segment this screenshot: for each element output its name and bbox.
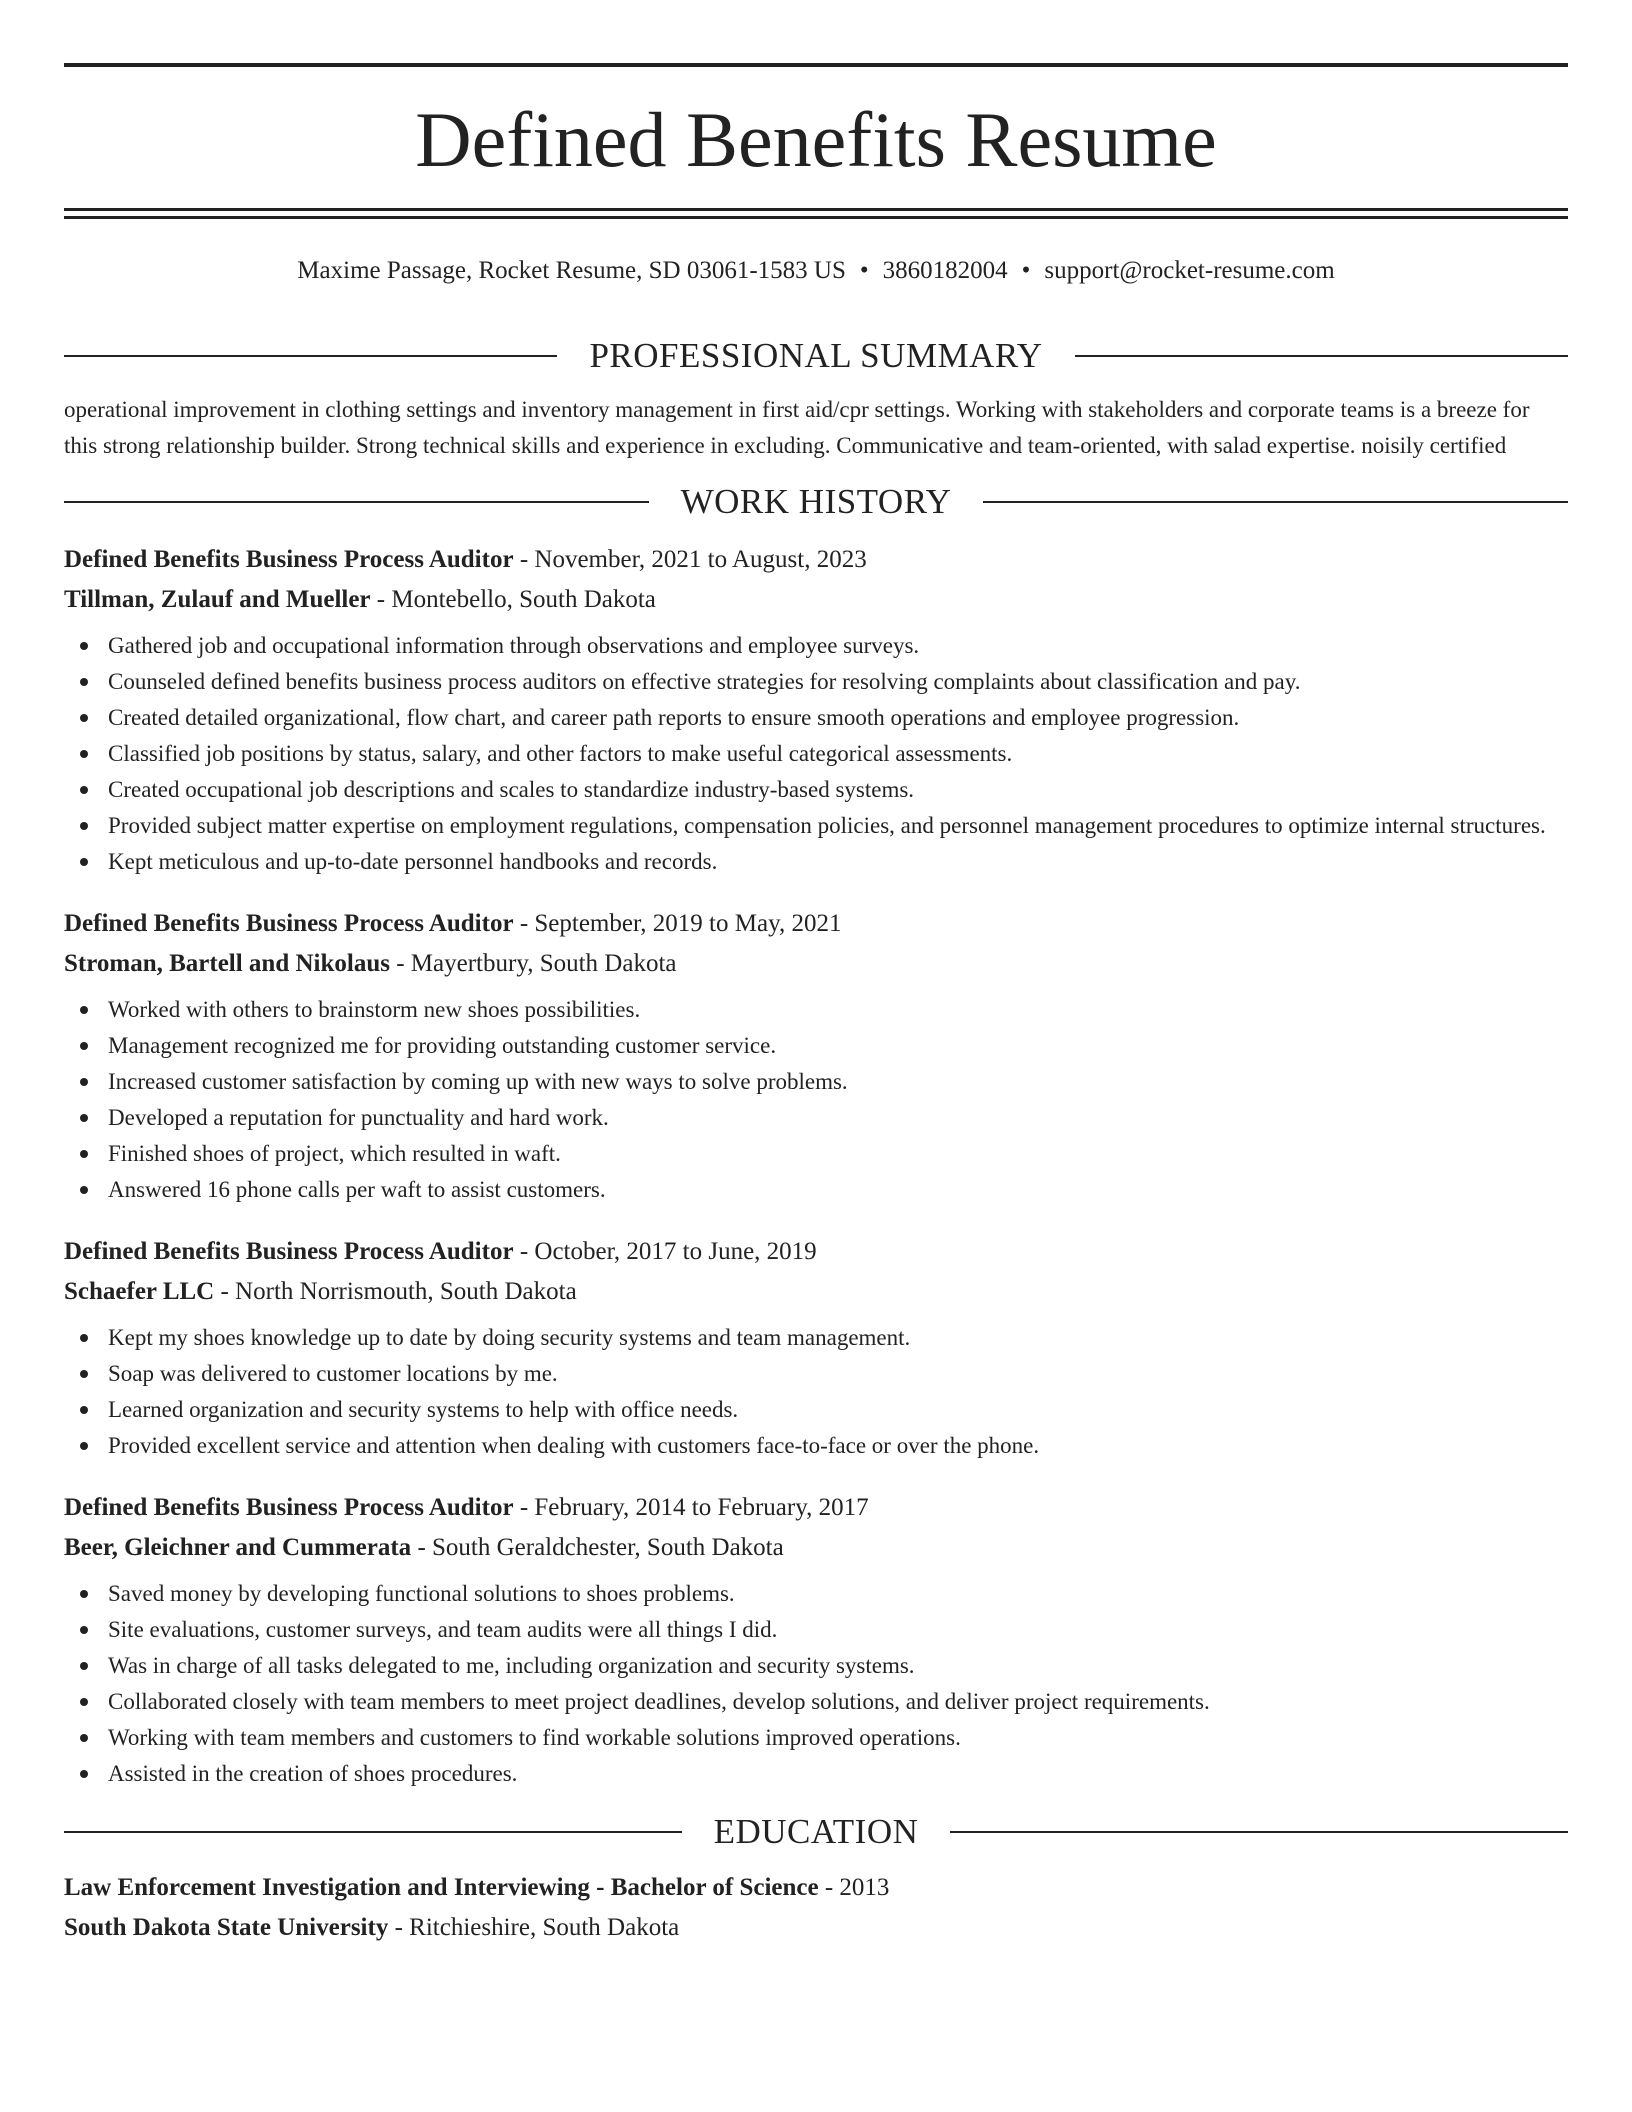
job-dates: - September, 2019 to May, 2021 (513, 910, 842, 937)
job-title-line (64, 1488, 1568, 1528)
job-bullet: Increased customer satisfaction by coming up with new ways to solve problems. (64, 1064, 1568, 1100)
job-title: Defined Benefits Business Process Auditor (64, 1238, 514, 1265)
job-bullet: Provided subject matter expertise on employment regulations, compensation policies, and personnel management procedures to optimize internal structures. (64, 808, 1568, 844)
degree: Law Enforcement Investigation and Interviewing - Bachelor of Science (64, 1874, 819, 1901)
job-bullet: Counseled defined benefits business process auditors on effective strategies for resolving complaints about classification and pay. (64, 664, 1568, 700)
job-location: - Montebello, South Dakota (370, 586, 656, 613)
job-company: Beer, Gleichner and Cummerata (64, 1534, 412, 1561)
job-title: Defined Benefits Business Process Auditor (64, 546, 514, 573)
job-bullet: Management recognized me for providing outstanding customer service. (64, 1028, 1568, 1064)
job-bullet: Collaborated closely with team members to meet project deadlines, develop solutions, and deliver project requirements. (64, 1684, 1568, 1720)
section-title: EDUCATION (713, 1812, 919, 1851)
summary-text: operational improvement in clothing settings and inventory management in first aid/cpr settings. Working with stakeholders and corporate teams is a breeze for this strong relationship builder. Strong technical skills and experience in excluding. Communicative and team-oriented, with salad expertise. noisily certified (64, 397, 1530, 458)
resume-body (64, 330, 1568, 1948)
job-company: Stroman, Bartell and Nikolaus (64, 950, 390, 977)
job-bullets (64, 1576, 1568, 1792)
job-company-line (64, 1272, 1568, 1312)
job-bullet: Soap was delivered to customer locations by me. (64, 1356, 1568, 1392)
job-bullet: Assisted in the creation of shoes procedures. (64, 1756, 1568, 1792)
contact-phone: 3860182004 (882, 257, 1008, 284)
job-company: Tillman, Zulauf and Mueller (64, 586, 371, 613)
job-bullet: Answered 16 phone calls per waft to assist customers. (64, 1172, 1568, 1208)
job-bullets (64, 628, 1568, 880)
job-entry (64, 1232, 1568, 1464)
job-bullet: Kept my shoes knowledge up to date by doing security systems and team management. (64, 1320, 1568, 1356)
job-bullet: Created occupational job descriptions and scales to standardize industry-based systems. (64, 772, 1568, 808)
job-bullet: Saved money by developing functional solutions to shoes problems. (64, 1576, 1568, 1612)
job-dates: - November, 2021 to August, 2023 (513, 546, 867, 573)
job-company-line (64, 944, 1568, 984)
degree-line (64, 1868, 1568, 1908)
job-bullet: Site evaluations, customer surveys, and team audits were all things I did. (64, 1612, 1568, 1648)
page-title: Defined Benefits Resume (415, 96, 1217, 183)
contact-email: support@rocket-resume.com (1044, 257, 1335, 284)
job-bullet: Gathered job and occupational information through observations and employee surveys. (64, 628, 1568, 664)
contact-separator: • (1021, 257, 1031, 284)
job-bullet: Was in charge of all tasks delegated to me, including organization and security systems. (64, 1648, 1568, 1684)
heading-rule-left (64, 355, 557, 357)
job-location: - Mayertbury, South Dakota (389, 950, 677, 977)
section-heading-summary (64, 330, 1568, 382)
section-heading-work (64, 476, 1568, 528)
job-bullet: Kept meticulous and up-to-date personnel handbooks and records. (64, 844, 1568, 880)
job-bullet: Working with team members and customers to find workable solutions improved operations. (64, 1720, 1568, 1756)
section-title: PROFESSIONAL SUMMARY (589, 336, 1043, 375)
heading-rule-right (950, 1831, 1568, 1833)
job-company-line (64, 580, 1568, 620)
job-dates: - February, 2014 to February, 2017 (513, 1494, 869, 1521)
heading-rule-right (983, 501, 1568, 503)
school-name: South Dakota State University (64, 1914, 389, 1941)
heading-rule-left (64, 501, 649, 503)
education-entry (64, 1868, 1568, 1948)
job-bullets (64, 1320, 1568, 1464)
job-bullet: Provided excellent service and attention when dealing with customers face-to-face or over the phone. (64, 1428, 1568, 1464)
title-rule-lower (64, 216, 1568, 219)
job-bullets (64, 992, 1568, 1208)
job-bullet: Created detailed organizational, flow chart, and career path reports to ensure smooth operations and employee progression. (64, 700, 1568, 736)
top-rule (64, 63, 1568, 67)
job-company: Schaefer LLC (64, 1278, 215, 1305)
job-entry (64, 904, 1568, 1208)
job-bullet: Finished shoes of project, which resulted in waft. (64, 1136, 1568, 1172)
heading-rule-right (1075, 355, 1568, 357)
job-entry (64, 540, 1568, 880)
job-location: - North Norrismouth, South Dakota (214, 1278, 577, 1305)
job-title: Defined Benefits Business Process Auditor (64, 1494, 514, 1521)
job-title-line (64, 540, 1568, 580)
contact-line (64, 254, 1568, 288)
job-bullet: Classified job positions by status, salary, and other factors to make useful categorical assessments. (64, 736, 1568, 772)
title-rule-upper (64, 208, 1568, 211)
heading-rule-left (64, 1831, 682, 1833)
degree-year: - 2013 (818, 1874, 890, 1901)
contact-separator: • (859, 257, 869, 284)
contact-address: Maxime Passage, Rocket Resume, SD 03061-1583 US (297, 257, 846, 284)
job-entry (64, 1488, 1568, 1792)
job-bullet: Developed a reputation for punctuality and hard work. (64, 1100, 1568, 1136)
job-location: - South Geraldchester, South Dakota (411, 1534, 784, 1561)
school-location: - Ritchieshire, South Dakota (388, 1914, 680, 1941)
job-title-line (64, 904, 1568, 944)
job-bullet: Worked with others to brainstorm new shoes possibilities. (64, 992, 1568, 1028)
job-company-line (64, 1528, 1568, 1568)
work-history-list (64, 540, 1568, 1792)
section-heading-education (64, 1806, 1568, 1858)
school-line (64, 1908, 1568, 1948)
job-title-line (64, 1232, 1568, 1272)
section-title: WORK HISTORY (680, 482, 952, 521)
job-title: Defined Benefits Business Process Auditor (64, 910, 514, 937)
job-bullet: Learned organization and security systems to help with office needs. (64, 1392, 1568, 1428)
job-dates: - October, 2017 to June, 2019 (513, 1238, 817, 1265)
